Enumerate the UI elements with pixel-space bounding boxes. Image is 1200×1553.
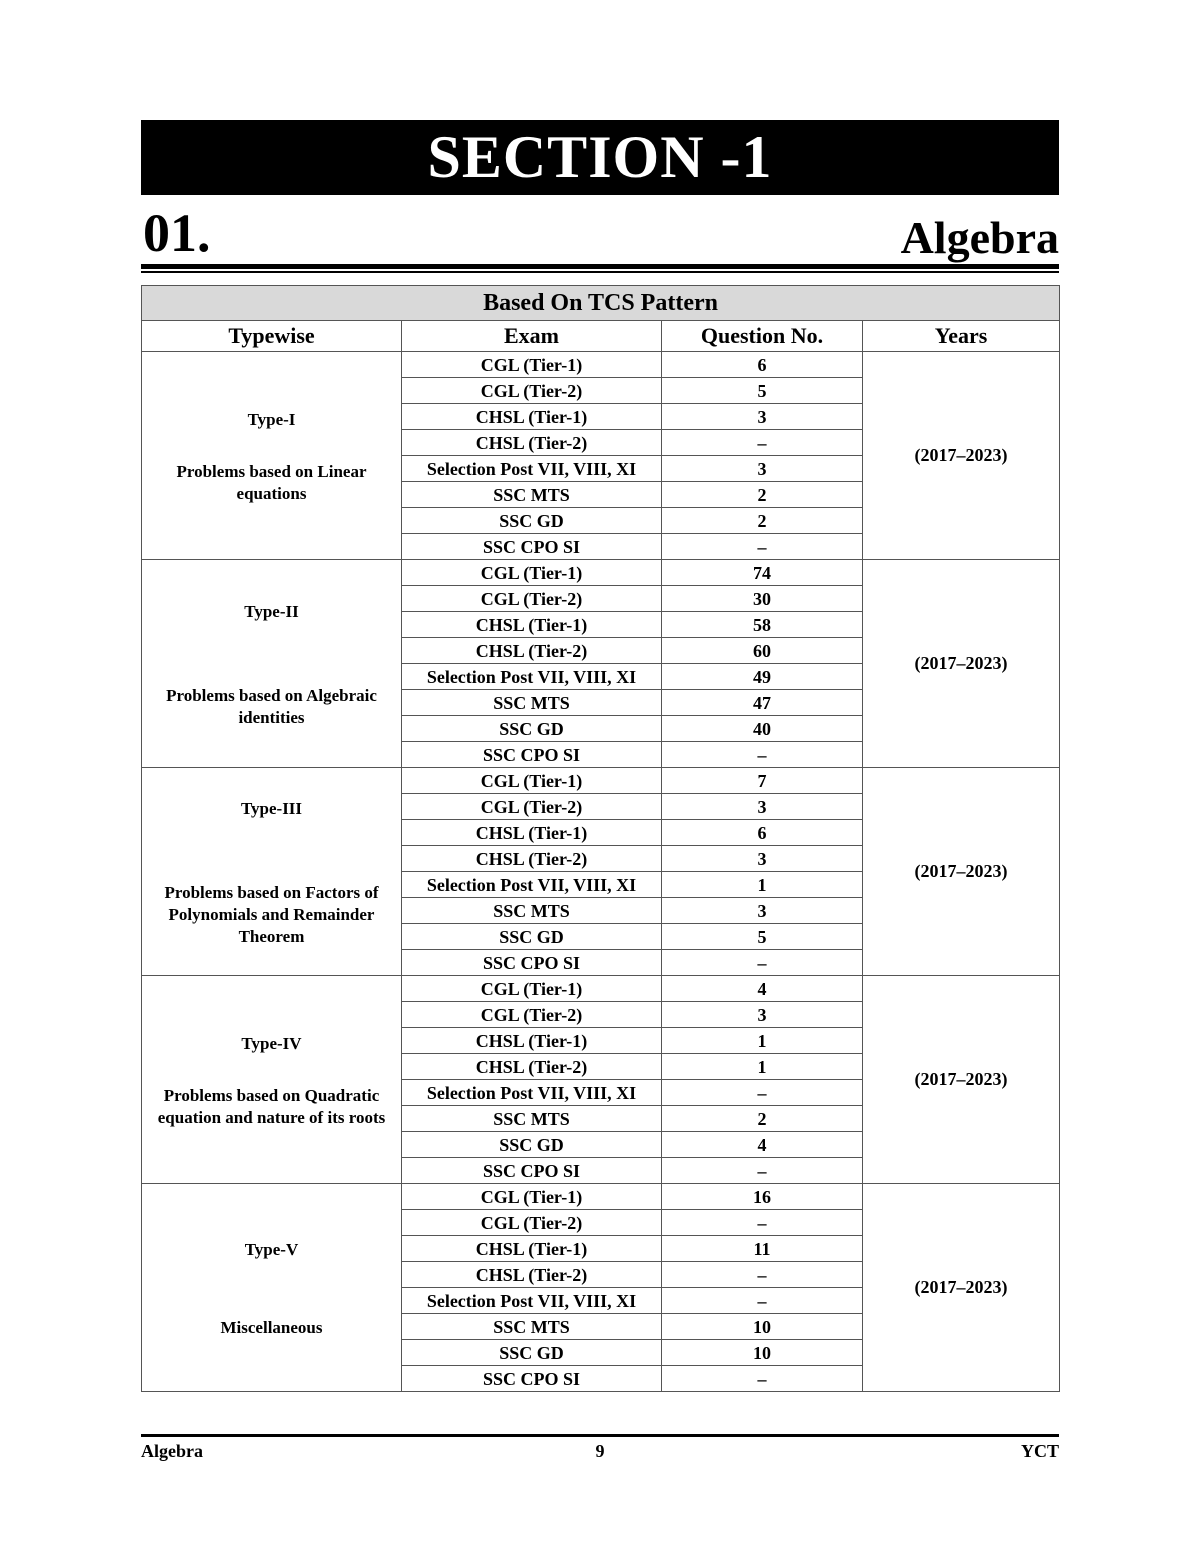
question-count-cell: 1	[662, 1028, 863, 1054]
exam-cell: CHSL (Tier-1)	[402, 404, 662, 430]
exam-cell: CGL (Tier-2)	[402, 1002, 662, 1028]
exam-cell: SSC GD	[402, 716, 662, 742]
question-count-cell: 10	[662, 1340, 863, 1366]
question-count-cell: 30	[662, 586, 863, 612]
question-count-cell: 3	[662, 846, 863, 872]
type-gap	[142, 1261, 401, 1317]
type-description: Problems based on Quadratic equation and nature of its roots	[157, 1085, 386, 1127]
question-count-cell: –	[662, 742, 863, 768]
exam-cell: CHSL (Tier-1)	[402, 1236, 662, 1262]
years-cell: (2017–2023)	[863, 976, 1060, 1184]
type-description: Miscellaneous	[220, 1317, 323, 1337]
chapter-title: Algebra	[900, 212, 1059, 263]
type-label: Type-I	[247, 409, 296, 429]
exam-cell: CGL (Tier-1)	[402, 1184, 662, 1210]
exam-cell: CGL (Tier-1)	[402, 976, 662, 1002]
column-header-years: Years	[863, 321, 1060, 352]
exam-cell: SSC CPO SI	[402, 1158, 662, 1184]
column-header-typewise: Typewise	[142, 321, 402, 352]
column-header-exam: Exam	[402, 321, 662, 352]
title-rule-thick	[141, 264, 1059, 269]
question-count-cell: 74	[662, 560, 863, 586]
question-count-cell: 16	[662, 1184, 863, 1210]
exam-cell: CHSL (Tier-2)	[402, 1054, 662, 1080]
years-cell: (2017–2023)	[863, 560, 1060, 768]
exam-cell: SSC CPO SI	[402, 742, 662, 768]
exam-cell: SSC GD	[402, 508, 662, 534]
exam-cell: CHSL (Tier-2)	[402, 638, 662, 664]
type-cell	[142, 560, 402, 768]
type-gap	[142, 820, 401, 882]
exam-cell: Selection Post VII, VIII, XI	[402, 1080, 662, 1106]
section-banner	[141, 120, 1059, 195]
table-caption: Based On TCS Pattern	[142, 286, 1060, 321]
years-cell: (2017–2023)	[863, 352, 1060, 560]
exam-cell: CGL (Tier-2)	[402, 1210, 662, 1236]
type-gap	[142, 1055, 401, 1085]
question-count-cell: 1	[662, 872, 863, 898]
title-rule-thin	[141, 271, 1059, 273]
question-count-cell: –	[662, 1288, 863, 1314]
question-count-cell: 60	[662, 638, 863, 664]
question-count-cell: 10	[662, 1314, 863, 1340]
question-count-cell: –	[662, 534, 863, 560]
question-count-cell: 2	[662, 482, 863, 508]
question-count-cell: –	[662, 430, 863, 456]
exam-cell: CHSL (Tier-2)	[402, 430, 662, 456]
exam-cell: CGL (Tier-2)	[402, 378, 662, 404]
type-description: Problems based on Algebraic identities	[166, 685, 377, 727]
exam-cell: CGL (Tier-2)	[402, 586, 662, 612]
exam-cell: CGL (Tier-1)	[402, 560, 662, 586]
type-gap	[142, 623, 401, 685]
exam-cell: CHSL (Tier-2)	[402, 846, 662, 872]
section-title: SECTION -1	[427, 124, 773, 190]
type-cell	[142, 352, 402, 560]
exam-cell: Selection Post VII, VIII, XI	[402, 456, 662, 482]
type-gap	[142, 431, 401, 461]
question-count-cell: 6	[662, 352, 863, 378]
exam-cell: SSC GD	[402, 924, 662, 950]
question-count-cell: 3	[662, 1002, 863, 1028]
exam-cell: SSC MTS	[402, 898, 662, 924]
exam-cell: CGL (Tier-2)	[402, 794, 662, 820]
exam-cell: SSC CPO SI	[402, 950, 662, 976]
footer-rule	[141, 1434, 1059, 1437]
years-cell: (2017–2023)	[863, 1184, 1060, 1392]
question-count-cell: 2	[662, 508, 863, 534]
question-count-cell: 47	[662, 690, 863, 716]
exam-cell: SSC CPO SI	[402, 1366, 662, 1392]
exam-cell: SSC GD	[402, 1132, 662, 1158]
exam-cell: CHSL (Tier-1)	[402, 612, 662, 638]
exam-cell: SSC MTS	[402, 690, 662, 716]
question-count-cell: 4	[662, 976, 863, 1002]
type-label: Type-V	[244, 1239, 299, 1259]
question-count-cell: 3	[662, 456, 863, 482]
chapter-number: 01.	[143, 203, 211, 263]
question-count-cell: 7	[662, 768, 863, 794]
table-body	[142, 352, 1060, 1392]
table-row	[142, 1184, 1060, 1210]
question-count-cell: –	[662, 1366, 863, 1392]
years-cell: (2017–2023)	[863, 768, 1060, 976]
exam-cell: CGL (Tier-1)	[402, 768, 662, 794]
exam-cell: Selection Post VII, VIII, XI	[402, 1288, 662, 1314]
column-header-question-no: Question No.	[662, 321, 863, 352]
question-count-cell: 2	[662, 1106, 863, 1132]
question-count-cell: 3	[662, 404, 863, 430]
table-row	[142, 976, 1060, 1002]
exam-cell: CHSL (Tier-1)	[402, 1028, 662, 1054]
question-count-cell: 11	[662, 1236, 863, 1262]
exam-cell: SSC MTS	[402, 1106, 662, 1132]
question-count-cell: –	[662, 1262, 863, 1288]
question-count-cell: 40	[662, 716, 863, 742]
question-count-cell: 49	[662, 664, 863, 690]
type-description: Problems based on Factors of Polynomials and Remainder Theorem	[164, 882, 379, 946]
exam-cell: CHSL (Tier-2)	[402, 1262, 662, 1288]
type-cell	[142, 768, 402, 976]
footer-publisher: YCT	[1020, 1441, 1059, 1461]
question-count-cell: 3	[662, 898, 863, 924]
exam-cell: Selection Post VII, VIII, XI	[402, 872, 662, 898]
exam-cell: CHSL (Tier-1)	[402, 820, 662, 846]
page-number: 9	[595, 1441, 605, 1461]
question-count-cell: 5	[662, 924, 863, 950]
table-row	[142, 768, 1060, 794]
type-label: Type-IV	[241, 1033, 302, 1053]
question-count-cell: 1	[662, 1054, 863, 1080]
exam-cell: CGL (Tier-1)	[402, 352, 662, 378]
exam-cell: SSC GD	[402, 1340, 662, 1366]
question-count-cell: –	[662, 950, 863, 976]
footer-subject: Algebra	[141, 1441, 203, 1461]
type-cell	[142, 976, 402, 1184]
question-count-cell: –	[662, 1158, 863, 1184]
exam-cell: SSC MTS	[402, 1314, 662, 1340]
exam-cell: SSC CPO SI	[402, 534, 662, 560]
type-label: Type-III	[240, 798, 303, 818]
question-count-cell: –	[662, 1210, 863, 1236]
table-row	[142, 560, 1060, 586]
question-count-cell: 4	[662, 1132, 863, 1158]
question-count-cell: –	[662, 1080, 863, 1106]
exam-cell: SSC MTS	[402, 482, 662, 508]
question-count-cell: 5	[662, 378, 863, 404]
question-count-cell: 6	[662, 820, 863, 846]
type-cell	[142, 1184, 402, 1392]
question-count-cell: 3	[662, 794, 863, 820]
exam-cell: Selection Post VII, VIII, XI	[402, 664, 662, 690]
tcs-pattern-table	[141, 285, 1060, 1392]
type-label: Type-II	[244, 601, 299, 621]
question-count-cell: 58	[662, 612, 863, 638]
table-row	[142, 352, 1060, 378]
type-description: Problems based on Linear equations	[176, 461, 367, 503]
